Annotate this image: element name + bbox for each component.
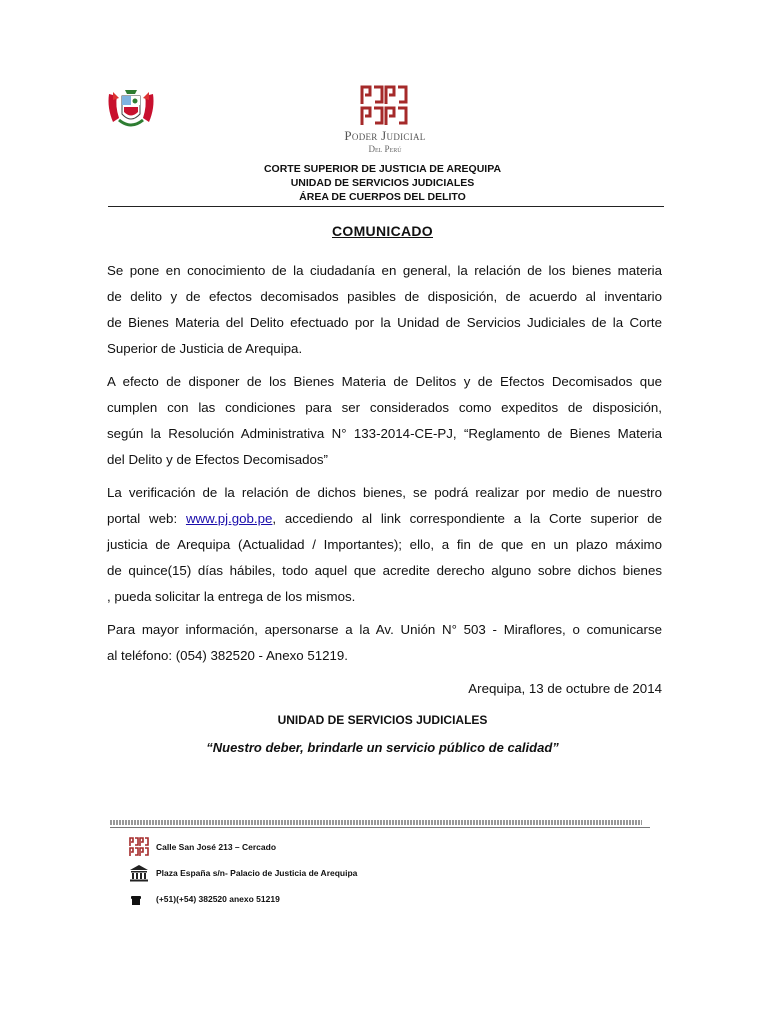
building-icon [128, 863, 150, 883]
paragraph-3 [107, 480, 662, 610]
phone-icon [128, 889, 150, 909]
footer-address-text: Calle San José 213 – Cercado [156, 842, 277, 852]
unit-name: UNIDAD DE SERVICIOS JUDICIALES [290, 177, 475, 189]
paragraph-line: de quince(15) días hábiles, todo aquel que acredite derecho alguno sobre dichos bienes [107, 563, 662, 578]
link-suffix: , accediendo al link correspondiente a la Corte superior de [272, 511, 662, 526]
court-name: CORTE SUPERIOR DE JUSTICIA DE AREQUIPA [263, 163, 502, 175]
paragraph-line: Se pone en conocimiento de la ciudadanía en general, la relación de los bienes materia [107, 263, 662, 278]
paragraph-4 [107, 617, 662, 669]
footer-divider-dotted [110, 820, 642, 825]
footer-phone [128, 888, 280, 910]
header-divider [108, 206, 664, 207]
footer-divider [110, 827, 650, 828]
paragraph-1 [107, 258, 662, 362]
paragraph-line: Superior de Justicia de Arequipa. [107, 341, 303, 356]
pj-website-link[interactable]: www.pj.gob.pe [185, 511, 273, 526]
link-prefix: portal web: [107, 511, 186, 526]
footer-phone-text: (+51)(+54) 382520 anexo 51219 [156, 894, 280, 904]
paragraph-line: según la Resolución Administrativa N° 133-2014-CE-PJ, “Reglamento de Bienes Materia [107, 426, 662, 441]
paragraph-line: cumplen con las condiciones para ser considerados como expeditos de disposición, [107, 400, 662, 415]
poder-judicial-name: Poder Judicial [344, 128, 426, 143]
document-title: COMUNICADO [332, 223, 433, 239]
paragraph-line-with-link [107, 506, 662, 532]
paragraph-line: Para mayor información, apersonarse a la Av. Unión N° 503 - Miraflores, o comunicarse [107, 622, 662, 637]
area-name: ÁREA DE CUERPOS DEL DELITO [299, 191, 466, 203]
signature-unit: UNIDAD DE SERVICIOS JUDICIALES [277, 713, 488, 727]
paragraph-line: de delito y de efectos decomisados pasibles de disposición, de acuerdo al inventario [107, 289, 662, 304]
footer-palace [128, 862, 357, 884]
document-date: Arequipa, 13 de octubre de 2014 [468, 681, 662, 696]
paragraph-line: al teléfono: (054) 382520 - Anexo 51219. [107, 648, 349, 663]
paragraph-line: A efecto de disponer de los Bienes Materia de Delitos y de Efectos Decomisados que [107, 374, 662, 389]
poder-judicial-logo-icon [358, 84, 410, 128]
footer-address [128, 836, 276, 858]
paragraph-line: La verificación de la relación de dichos bienes, se podrá realizar por medio de nuestro [107, 485, 662, 500]
poder-judicial-subtitle: Del Perú [368, 144, 402, 154]
paragraph-line: de Bienes Materia del Delito efectuado por la Unidad de Servicios Judiciales de la Corte [107, 315, 662, 330]
pj-logo-icon [128, 837, 150, 857]
paragraph-line: del Delito y de Efectos Decomisados” [107, 452, 328, 467]
footer-palace-text: Plaza España s/n- Palacio de Justicia de Arequipa [156, 868, 358, 878]
motto: “Nuestro deber, brindarle un servicio público de calidad” [206, 740, 559, 755]
paragraph-line: justicia de Arequipa (Actualidad / Importantes); ello, a fin de que en un plazo máximo [107, 537, 662, 552]
paragraph-2 [107, 369, 662, 473]
paragraph-line: , pueda solicitar la entrega de los mismos. [107, 589, 356, 604]
peru-coat-of-arms-icon [105, 88, 157, 132]
